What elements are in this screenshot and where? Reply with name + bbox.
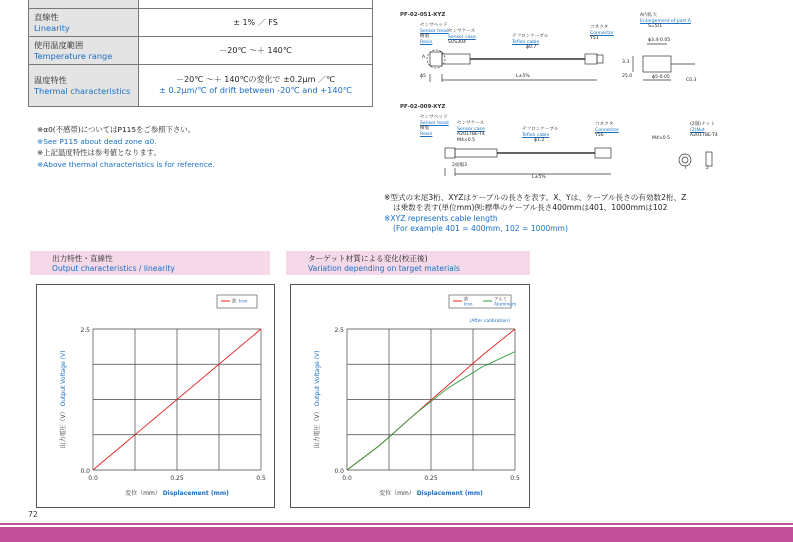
diagram2-title: PF-02-009-XYZ [400,104,446,110]
d1-dim-a: A [422,55,426,60]
chart-annotation: (After calibration) [469,319,510,324]
x-tick-label: 0.25 [424,475,438,482]
chart1-frame [36,284,275,508]
spec-value-en: ± 0.2μm/℃ of drift between -20℃ and +140℃ [159,85,352,95]
d1-dim2: ϕ5-0.05 [652,75,670,80]
d2-nut: (2個)ナット (2)Nut A2017BE-T4 [690,122,718,139]
d2-nut-thread: M4×0.5 [652,136,671,141]
d2-dim-h: 2 [706,166,709,171]
y-tick-label: 0.0 [80,468,90,475]
legend-label: アルミ [494,297,507,303]
d1-dim4: 25.0 [622,74,633,79]
d1-dim5: C0.3 [686,78,697,83]
note-en: ※Above thermal characteristics is for reference. [37,159,215,169]
spec-label-jp: 直線性 [34,11,59,22]
y-tick-label: 2.5 [334,327,344,334]
x-axis-label: 変位（mm） Displacement (mm) [379,490,483,497]
note-jp: ※上記温度特性は参考値となります。 [37,148,161,157]
legend-label: 鉄 [464,297,469,303]
notes [37,124,215,170]
spec-label-en: Linearity [34,22,70,33]
chart1-svg [37,285,274,507]
d2-dim-len: L±5% [532,175,546,180]
cable-length-note [384,193,686,235]
cable-note-en-2: (For example 401 = 400mm, 102 = 1000mm) [393,224,568,234]
chart1-header-en: Output characteristics / linearity [52,263,175,273]
d2-sensor-case: センサケース Sensor case A2017BE-T4 M4×0.5 [457,121,485,143]
x-tick-label: 0.0 [342,475,352,482]
footer-band [0,527,793,542]
d1-enlargement: A内拡大 Enlargement of part A S=5/1 [640,13,691,30]
spec-value: －20℃ ～＋ 140℃の変化で ±0.2μm ／℃ [176,74,335,84]
legend-label: 鉄 [232,299,237,305]
d1-dim-head: ϕ5 [420,74,426,79]
diagram1-title: PF-02-051-XYZ [400,12,446,18]
spec-table [28,0,373,107]
d1-dim1: ϕ3.4-0.05 [648,38,671,43]
d1-cable: テフロンケーブル Teflon cable ϕ0.7 [512,34,549,51]
spec-row-temperature [29,36,373,64]
d2-dim-nut: 2面幅3 [452,163,468,168]
spec-label-en: Temperature range [34,50,113,61]
spec-row-linearity [29,8,373,36]
spec-label-en: Thermal characteristics [34,85,131,96]
d2-dim-w: 7 [684,166,687,171]
spec-value: ± 1% ／ FS [139,8,373,36]
page-number: 72 [28,510,38,519]
y-axis-label: 出力電圧（V） Output Voltage (V) [314,350,321,449]
x-tick-label: 0.5 [510,475,520,482]
chart2-header-en: Variation depending on target materials [308,263,460,273]
d1-dim3: 3.3 [622,60,630,65]
chart1-header-jp: 出力特性・直線性 [52,254,113,263]
d1-sensor-head: センサヘッド Sensor head 樹脂 Resin [420,23,449,45]
d2-sensor-head: センサヘッド Sensor head 樹脂 Resin [420,115,449,137]
legend-label: Aluminum [494,302,517,308]
d1-sensor-case: センサケース Sensor case SUS304 [448,29,476,46]
y-axis-label: 出力電圧（V） Output Voltage (V) [60,350,67,449]
x-axis-label: 変位（mm） Displacement (mm) [125,490,229,497]
chart2-header [286,251,530,275]
cable-note-jp-2: は乗数を表す(単位mm)例:標準のケーブル長さ400mmは401、1000mmは102 [393,203,668,213]
y-tick-label: 0.0 [334,468,344,475]
legend-label: Iron [239,299,248,305]
d2-cable: テフロンケーブル Teflon cable ϕ1.2 [522,127,559,144]
legend-label: Iron [464,302,473,308]
x-tick-label: 0.25 [170,475,184,482]
chart2-svg [291,285,529,507]
spec-value: －20℃ ～＋ 140℃ [139,36,373,64]
d1-connector: コネクタ Connector Y51 [590,25,614,42]
spec-row-thermal [29,64,373,106]
chart2-header-jp: ターゲット材質による変化(校正後) [308,254,428,263]
chart1-header [30,251,270,275]
y-tick-label: 2.5 [80,327,90,334]
cable-note-en-1: ※XYZ represents cable length [384,213,498,223]
d2-connector: コネクタ Connector Y56 [595,122,619,139]
cable-note-jp-1: ※型式の末尾3桁、XYZはケーブルの長さを表す。X、Yは、ケーブル長さの有効数2桁、Z [384,193,687,202]
x-tick-label: 0.5 [256,475,266,482]
chart2-frame [290,284,530,508]
footer-line [0,523,793,525]
note-jp: ※α0(不感帯)についてはP115をご参照下さい。 [37,125,196,134]
spec-label-jp: 温度特性 [34,74,67,85]
d1-dim-len: L±5% [516,74,530,79]
note-en: ※See P115 about dead zone α0. [37,136,157,146]
spec-label-jp: 使用温度範囲 [34,39,84,50]
x-tick-label: 0.0 [88,475,98,482]
